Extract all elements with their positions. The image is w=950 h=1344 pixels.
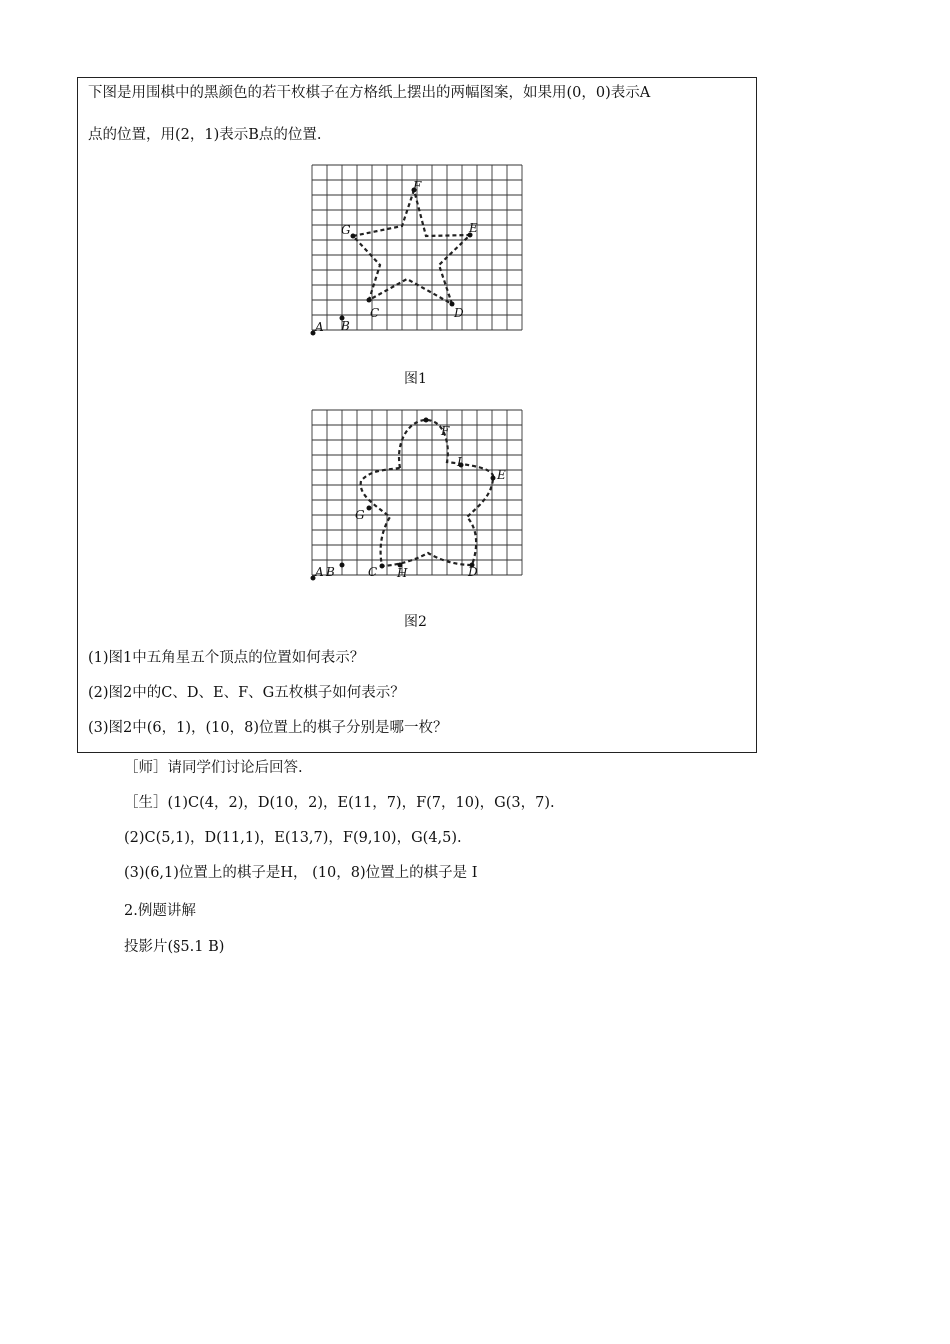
figure-2-grid bbox=[312, 410, 522, 575]
point-label-c: C bbox=[368, 565, 378, 579]
intro-line-2: 点的位置，用(2，1)表示B点的位置. bbox=[88, 127, 322, 143]
slide-reference: 投影片(§5.1 B) bbox=[124, 939, 225, 955]
point-label-d: D bbox=[454, 306, 464, 320]
chess-piece bbox=[491, 476, 496, 481]
point-label-i: I bbox=[457, 455, 462, 469]
point-label-g: G bbox=[355, 508, 365, 522]
flower-outline bbox=[361, 420, 493, 566]
point-label-f: F bbox=[441, 424, 450, 438]
answer-1: ［生］(1)C(4，2)，D(10，2)，E(11，7)，F(7，10)，G(3，7). bbox=[124, 795, 555, 811]
figure-2-caption: 图2 bbox=[404, 614, 427, 630]
point-label-b: B bbox=[326, 565, 335, 579]
chess-piece bbox=[340, 563, 345, 568]
section-heading: 2.例题讲解 bbox=[124, 903, 196, 919]
point-label-a: A bbox=[315, 565, 324, 579]
answer-2: (2)C(5,1)，D(11,1)，E(13,7)，F(9,10)，G(4,5). bbox=[124, 830, 462, 846]
teacher-line: ［师］请同学们讨论后回答. bbox=[124, 760, 303, 776]
answer-3: (3)(6,1)位置上的棋子是H， (10，8)位置上的棋子是 I bbox=[124, 865, 478, 881]
point-label-a: A bbox=[315, 320, 324, 334]
figure-1-caption: 图1 bbox=[404, 371, 427, 387]
question-1: (1)图1中五角星五个顶点的位置如何表示？ bbox=[88, 650, 365, 666]
question-3: (3)图2中(6，1)，(10，8)位置上的棋子分别是哪一枚？ bbox=[88, 720, 448, 736]
point-label-f: F bbox=[413, 179, 422, 193]
point-label-d: D bbox=[468, 565, 478, 579]
point-label-b: B bbox=[341, 319, 350, 333]
point-label-e: E bbox=[469, 221, 478, 235]
chess-piece bbox=[424, 418, 429, 423]
point-label-e: E bbox=[497, 468, 506, 482]
point-label-g: G bbox=[341, 223, 351, 237]
chess-piece bbox=[367, 506, 372, 511]
intro-line-1: 下图是用围棋中的黑颜色的若干枚棋子在方格纸上摆出的两幅图案，如果用(0，0)表示A bbox=[88, 85, 651, 101]
chess-piece bbox=[380, 564, 385, 569]
figure-2-flower-path bbox=[311, 418, 496, 581]
point-label-c: C bbox=[370, 306, 380, 320]
point-label-h: H bbox=[397, 566, 408, 580]
question-2: (2)图2中的C、D、E、F、G五枚棋子如何表示？ bbox=[88, 685, 405, 701]
